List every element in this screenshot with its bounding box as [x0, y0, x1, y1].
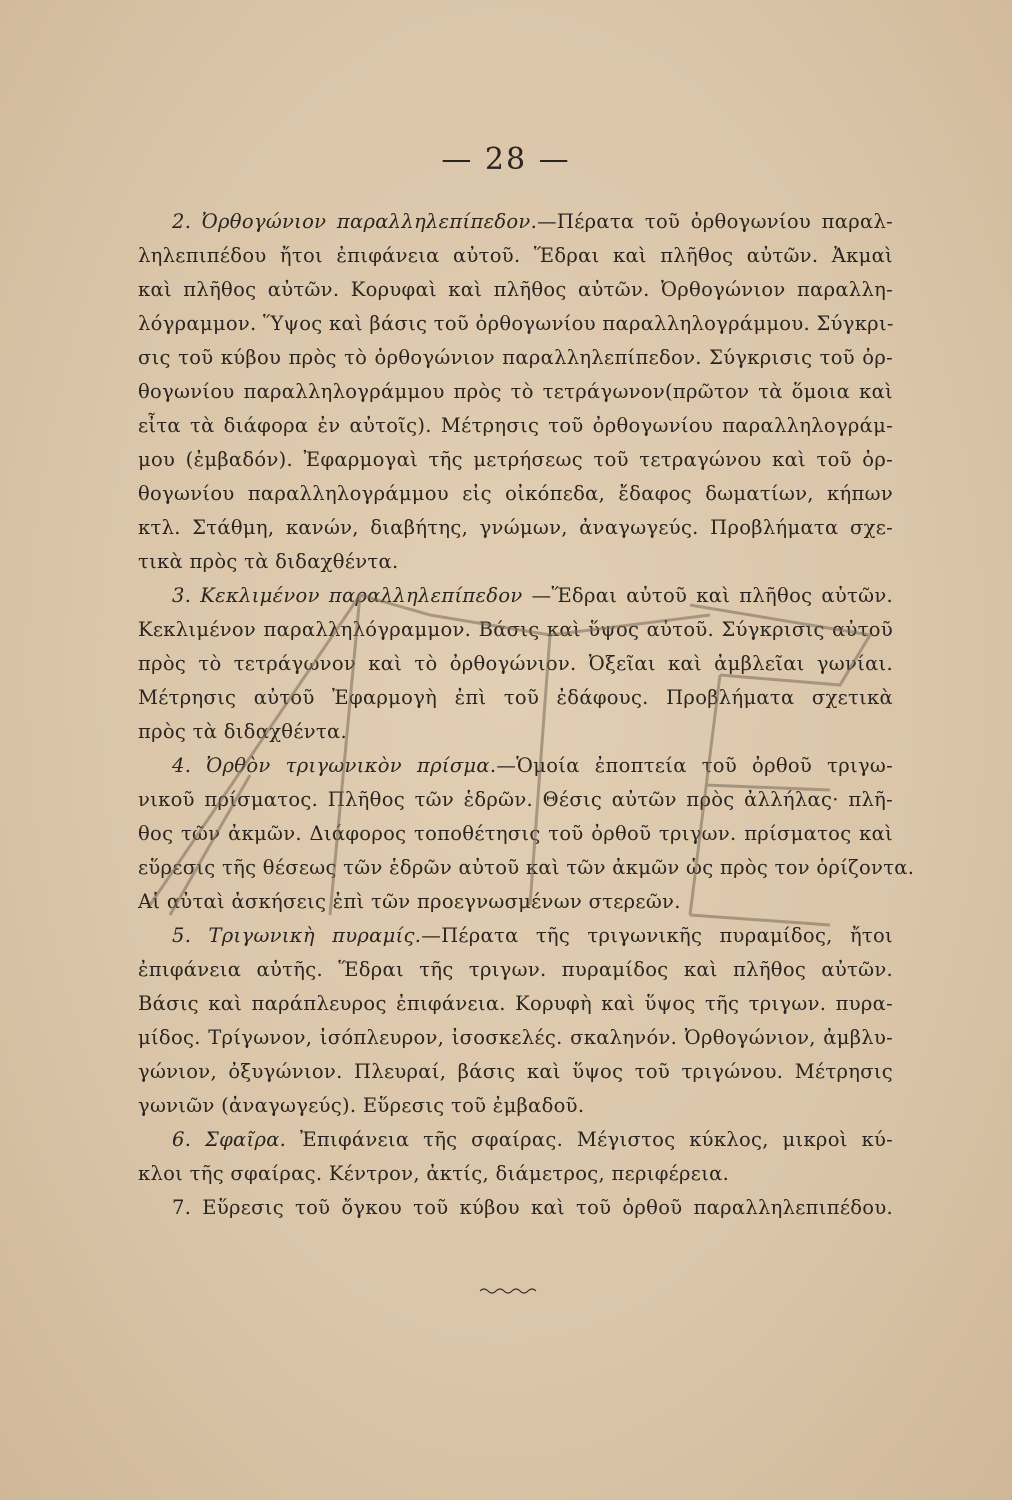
page-number: — 28 — [441, 142, 571, 177]
line-text: ἐπιφάνεια αὐτῆς. Ἕδραι τῆς τριγων. πυραμίδος καὶ πλῆθος αὐτῶν. [138, 958, 893, 981]
line-text: 7. Εὕρεσις τοῦ ὄγκου τοῦ κύβου καὶ τοῦ ὀρθοῦ παραλληλεπιπέδου. [172, 1196, 893, 1219]
text-line [138, 681, 893, 715]
line-text: ληλεπιπέδου ἤτοι ἐπιφάνεια αὐτοῦ. Ἕδραι καὶ πλῆθος αὐτῶν. Ἀκμαὶ [138, 244, 893, 267]
line-text: μου (ἐμβαδόν). Ἐφαρμογαὶ τῆς μετρήσεως τοῦ τετραγώνου καὶ τοῦ ὀρ- [138, 448, 893, 471]
section-heading: 2. Ὀρθογώνιον παραλληλεπίπεδον. [172, 210, 538, 233]
text-line [138, 647, 893, 681]
line-text: θογωνίου παραλληλογράμμου πρὸς τὸ τετράγωνον(πρῶτον τὰ ὅμοια καὶ [138, 380, 893, 403]
line-text: πρὸς τὸ τετράγωνον καὶ τὸ ὀρθογώνιον. Ὀξεῖαι καὶ ἀμβλεῖαι γωνίαι. [138, 652, 893, 675]
line-text: —Ὁμοία ἐποπτεία τοῦ ὀρθοῦ τριγω- [496, 754, 893, 777]
section-heading: 6. Σφαῖρα. [172, 1128, 287, 1151]
text-line [138, 1021, 893, 1055]
text-line [138, 273, 893, 307]
section-heading: 4. Ὀρθὸν τριγωνικὸν πρίσμα. [172, 754, 497, 777]
text-line [138, 1157, 893, 1191]
section-heading: 5. Τριγωνικὴ πυραμίς. [172, 924, 422, 947]
line-text: μίδος. Τρίγωνον, ἰσόπλευρον, ἰσοσκελές. σκαληνόν. Ὀρθογώνιον, ἀμβλυ- [138, 1026, 893, 1049]
text-line [138, 851, 915, 885]
text-line [138, 545, 893, 579]
end-ornament [478, 1286, 538, 1296]
text-line [138, 987, 893, 1021]
text-line [138, 375, 893, 409]
text-line [138, 715, 893, 749]
text-line [138, 885, 893, 919]
text-line [138, 579, 893, 613]
text-line [138, 443, 893, 477]
text-line [138, 1089, 893, 1123]
line-text: καὶ πλῆθος αὐτῶν. Κορυφαὶ καὶ πλῆθος αὐτῶν. Ὀρθογώνιον παραλλη- [138, 278, 893, 301]
text-line [138, 817, 893, 851]
line-text: εὕρεσις τῆς θέσεως τῶν ἑδρῶν αὐτοῦ καὶ τῶν ἀκμῶν ὡς πρὸς τον ὁρίζοντα. [138, 856, 915, 879]
text-line [138, 1191, 893, 1225]
text-line [138, 749, 893, 783]
line-text: —Πέρατα τοῦ ὀρθογωνίου παραλ- [537, 210, 893, 233]
text-line [138, 1055, 893, 1089]
text-line [138, 511, 893, 545]
line-text: —Πέρατα τῆς τριγωνικῆς πυραμίδος, ἤτοι [421, 924, 894, 947]
line-text: λόγραμμον. Ὕψος καὶ βάσις τοῦ ὀρθογωνίου παραλληλογράμμου. Σύγκρι- [138, 312, 894, 335]
line-text: νικοῦ πρίσματος. Πλῆθος τῶν ἑδρῶν. Θέσις αὐτῶν πρὸς ἀλλήλας· πλῆ- [138, 788, 893, 811]
text-line [138, 613, 893, 647]
text-line [138, 409, 893, 443]
text-line [138, 239, 893, 273]
line-text: θογωνίου παραλληλογράμμου εἰς οἰκόπεδα, ἔδαφος δωματίων, κήπων [138, 482, 893, 505]
line-text: Ἐπιφάνεια τῆς σφαίρας. Μέγιστος κύκλος, μικροὶ κύ- [286, 1128, 893, 1151]
line-text: κτλ. Στάθμη, κανών, διαβήτης, γνώμων, ἀναγωγεύς. Προβλήματα σχε- [138, 516, 893, 539]
line-text: θος τῶν ἀκμῶν. Διάφορος τοποθέτησις τοῦ ὀρθοῦ τριγων. πρίσματος καὶ [138, 822, 893, 845]
line-text: πρὸς τὰ διδαχθέντα. [138, 720, 347, 743]
text-line [138, 205, 893, 239]
text-line [138, 953, 893, 987]
line-text: Μέτρησις αὐτοῦ Ἐφαρμογὴ ἐπὶ τοῦ ἐδάφους. Προβλήματα σχετικὰ [138, 686, 893, 709]
line-text: Βάσις καὶ παράπλευρος ἐπιφάνεια. Κορυφὴ καὶ ὕψος τῆς τριγων. πυρα- [138, 992, 893, 1015]
text-line [138, 341, 893, 375]
line-text: τικὰ πρὸς τὰ διδαχθέντα. [138, 550, 399, 573]
section-heading: 3. Κεκλιμένον παραλληλεπίπεδον [172, 584, 523, 607]
line-text: γωνιῶν (ἀναγωγεύς). Εὕρεσις τοῦ ἐμβαδοῦ. [138, 1094, 585, 1117]
line-text: γώνιον, ὀξυγώνιον. Πλευραί, βάσις καὶ ὕψος τοῦ τριγώνου. Μέτρησις [138, 1060, 893, 1083]
line-text: εἶτα τὰ διάφορα ἐν αὐτοῖς). Μέτρησις τοῦ ὀρθογωνίου παραλληλογράμ- [138, 414, 893, 437]
line-text: σις τοῦ κύβου πρὸς τὸ ὀρθογώνιον παραλληλεπίπεδον. Σύγκρισις τοῦ ὀρ- [138, 346, 893, 369]
text-line [138, 1123, 893, 1157]
line-text: —Ἕδραι αὐτοῦ καὶ πλῆθος αὐτῶν. [522, 584, 893, 607]
line-text: κλοι τῆς σφαίρας. Κέντρον, ἀκτίς, διάμετρος, περιφέρεια. [138, 1162, 730, 1185]
text-line [138, 783, 893, 817]
line-text: Κεκλιμένον παραλληλόγραμμον. Βάσις καὶ ὕψος αὐτοῦ. Σύγκρισις αὐτοῦ [138, 618, 893, 641]
text-line [138, 477, 893, 511]
text-line [138, 919, 893, 953]
body-text [138, 205, 915, 1225]
text-line [138, 307, 893, 341]
line-text: Αἱ αὐταὶ ἀσκήσεις ἐπὶ τῶν προεγνωσμένων στερεῶν. [138, 890, 681, 913]
